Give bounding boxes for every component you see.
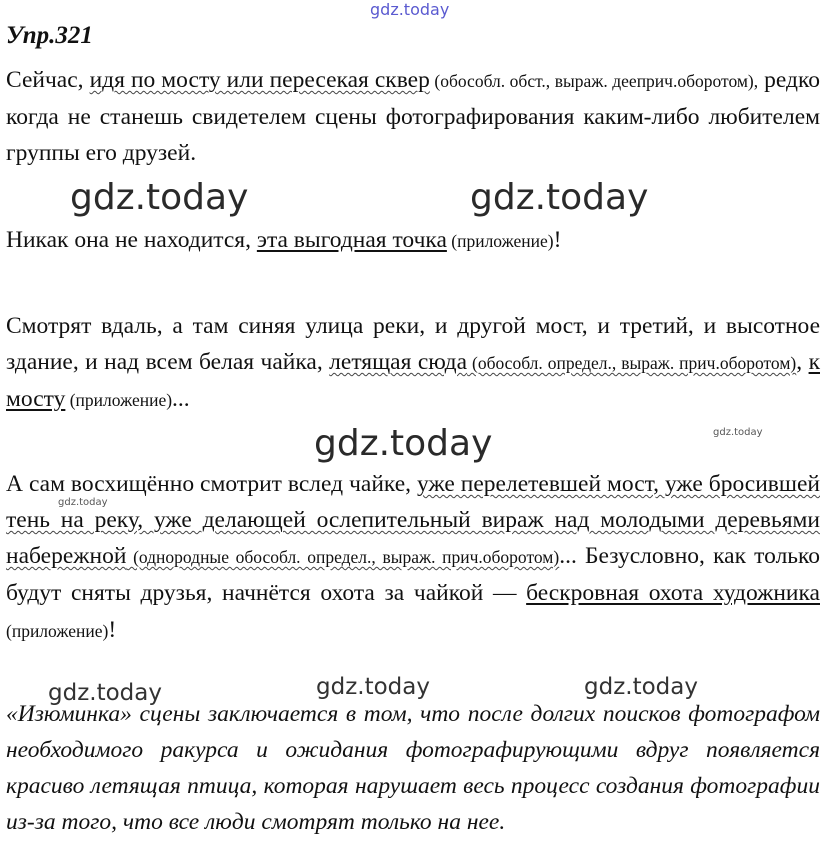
p3-text-2: , — [796, 349, 809, 375]
watermark-large-left: gdz.today — [70, 177, 249, 218]
p3-underlined-phrase-2: к мосту — [6, 349, 820, 412]
p3-note-2: (приложение) — [65, 390, 173, 410]
p4-note-1: (однородные обособл. определ., выраж. прич.оборотом) — [126, 547, 560, 567]
p2-text-2: ! — [553, 227, 562, 253]
p2-underlined-phrase: эта выгодная точка — [256, 227, 447, 253]
paragraph-5-conclusion: «Изюминка» сцены заключается в том, что после долгих поисков фотографом необходимого ракурса и ожидания фотографирующими вдруг появляется красиво летящая птица, которая нарушает весь процесс создания фотографии из-за того, что все люди смотрят только на нее. — [6, 701, 820, 835]
p1-underlined-phrase: идя по мосту или пересекая сквер — [89, 67, 430, 93]
watermark-tiny-left: gdz.today — [58, 497, 108, 508]
paragraph-1 — [6, 62, 820, 171]
p3-note-1: (обособл. определ., выраж. прич.оборотом) — [467, 353, 797, 373]
exercise-title: Упр.321 — [6, 22, 93, 49]
p3-text-1: Смотрят вдаль, а там синяя улица реки, и другой мост, и третий, и высотное здание, и над всем белая чайка, — [6, 313, 820, 375]
p4-text-2: ... Безусловно, как только будут сняты друзья, начнётся охота за чайкой — — [6, 543, 820, 606]
watermark-top: gdz.today — [370, 0, 450, 19]
watermark-large-center: gdz.today — [314, 423, 493, 464]
p2-text-1: Никак она не находится, — [6, 227, 257, 253]
p3-underlined-phrase-1: летящая сюда — [329, 349, 468, 375]
watermark-medium-left: gdz.today — [48, 680, 162, 706]
paragraph-3 — [6, 308, 820, 418]
p2-note: (приложение) — [446, 231, 554, 251]
p4-note-2: (приложение) — [6, 621, 109, 641]
p4-underlined-phrase-2: бескровная охота художника — [526, 580, 820, 606]
p1-text-2: редко когда не станешь свидетелем сцены фотографирования каким-либо любителем группы его друзей. — [6, 67, 820, 166]
watermark-medium-right: gdz.today — [584, 674, 698, 700]
paragraph-2 — [6, 222, 820, 259]
watermark-tiny-right: gdz.today — [713, 427, 763, 438]
p1-note: (обособл. обст., выраж. дееприч.оборотом), — [429, 71, 759, 91]
paragraph-4 — [6, 466, 820, 649]
p4-text-3: ! — [108, 617, 117, 643]
watermark-medium-center: gdz.today — [316, 674, 430, 700]
p4-underlined-phrase-1: уже перелетевшей мост, уже бросившей тень на реку, уже делающей ослепительный вираж над молодыми деревьями набережной — [6, 471, 820, 569]
p4-text-1: А сам восхищённо смотрит вслед чайке, — [6, 471, 418, 497]
p3-text-3: ... — [172, 386, 190, 412]
p1-text-1: Сейчас, — [6, 67, 90, 93]
watermark-large-right: gdz.today — [470, 177, 649, 218]
